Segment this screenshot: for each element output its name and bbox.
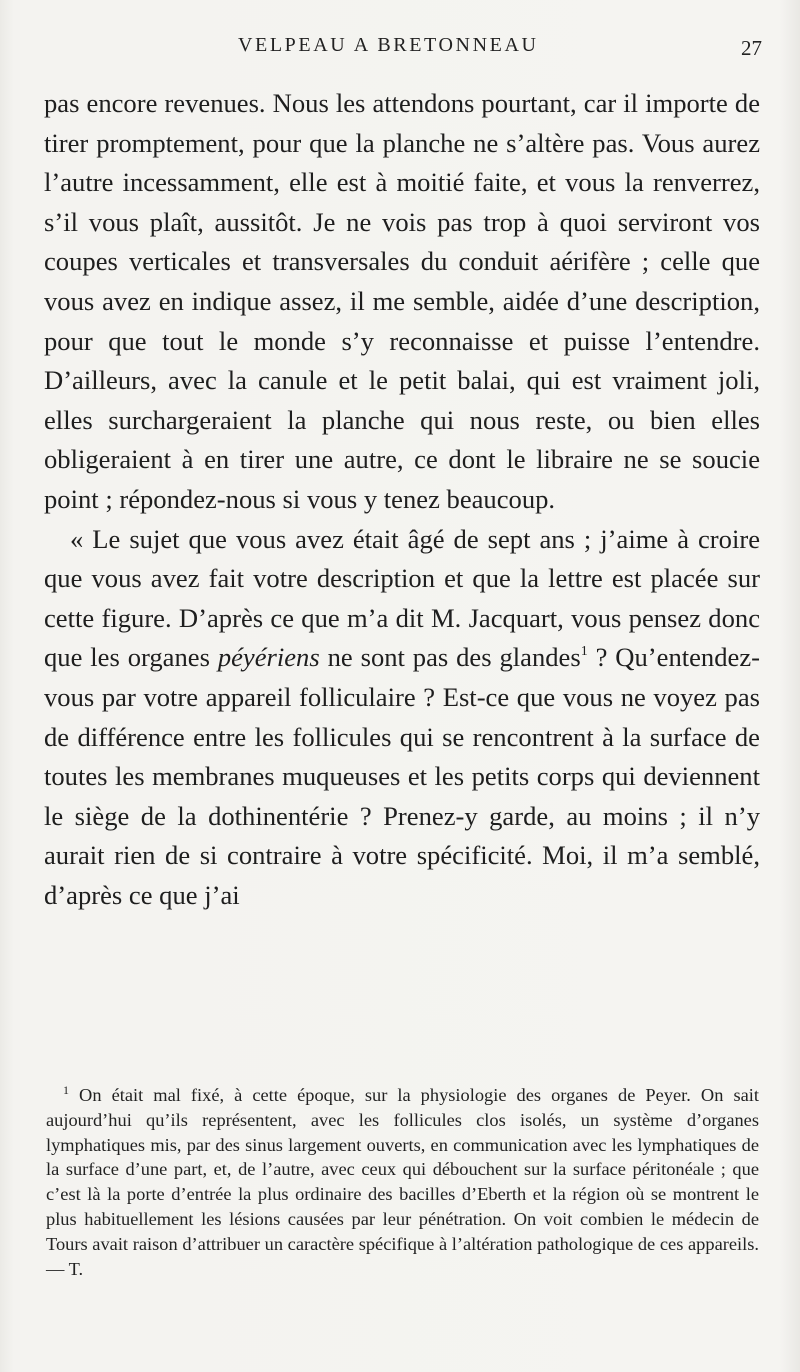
italic-term: péyériens	[217, 642, 320, 673]
running-title: VELPEAU A BRETONNEAU	[238, 34, 539, 56]
footnote-text: On était mal fixé, à cette époque, sur la physiologie des organes de Peyer. On sait aujourd’hui qu’ils représentent, avec les follicules clos isolés, un système d’organes lymphatiques mis, par des sinus largement ouverts, en communication avec les lymphatiques de la surface d’une part, et, de l’autre, avec ceux qui débouchent sur la surface péritonéale ; que c’est là la porte d’entrée la plus ordinaire des bacilles d’Eberth et la région où se montrent le plus habituellement les lésions causées par leur pénétration. On voit combien le médecin de Tours avait raison d’attribuer un caractère spécifique à l’altération pathologique de ces appareils. — T.	[46, 1085, 759, 1279]
paragraph-quote-text-end: ? Qu’entendez-vous par votre appareil folliculaire ? Est-ce que vous ne voyez pas de différence entre les follicules qui se rencontrent à la surface de toutes les membranes muqueuses et les petits corps qui deviennent le siège de la dothinentérie ? Prenez-y garde, au moins ; il n’y aurait rien de si contraire à votre spécificité. Moi, il m’a semblé, d’après ce que j’ai	[44, 642, 760, 910]
paragraph-quote-text-start: « Le sujet que vous avez était âgé de sept ans ; j’aime à croire que vous avez fait votre description et que la lettre est placée sur cette figure. D’après ce que m’a dit M. Jacquart, vous pensez donc que les organes	[44, 523, 760, 673]
main-text	[44, 84, 760, 915]
running-head	[0, 34, 800, 68]
footnote-reference[interactable]: 1	[580, 644, 588, 660]
paragraph-quote	[44, 520, 760, 916]
paragraph-quote-text-middle: ne sont pas des glandes	[327, 642, 581, 673]
footnote-marker: 1	[63, 1083, 69, 1097]
paragraph-continued: pas encore revenues. Nous les attendons pourtant, car il importe de tirer promptement, pour que la planche ne s’altère pas. Vous aurez l’autre incessamment, elle est à moitié faite, et vous la renverrez, s’il vous plaît, aussitôt. Je ne vois pas trop à quoi serviront vos coupes verticales et transversales du conduit aérifère ; celle que vous avez en indique assez, il me semble, aidée d’une description, pour que tout le monde s’y reconnaisse et puisse l’entendre. D’ailleurs, avec la canule et le petit balai, qui est vraiment joli, elles surchargeraient la planche qui nous reste, ou bien elles obligeraient à en tirer une autre, ce dont le libraire ne se soucie point ; répondez-nous si vous y tenez beaucoup.	[44, 88, 760, 514]
page-number: 27	[741, 36, 762, 60]
footnote-paragraph	[46, 1083, 759, 1281]
footnote	[46, 1083, 759, 1281]
